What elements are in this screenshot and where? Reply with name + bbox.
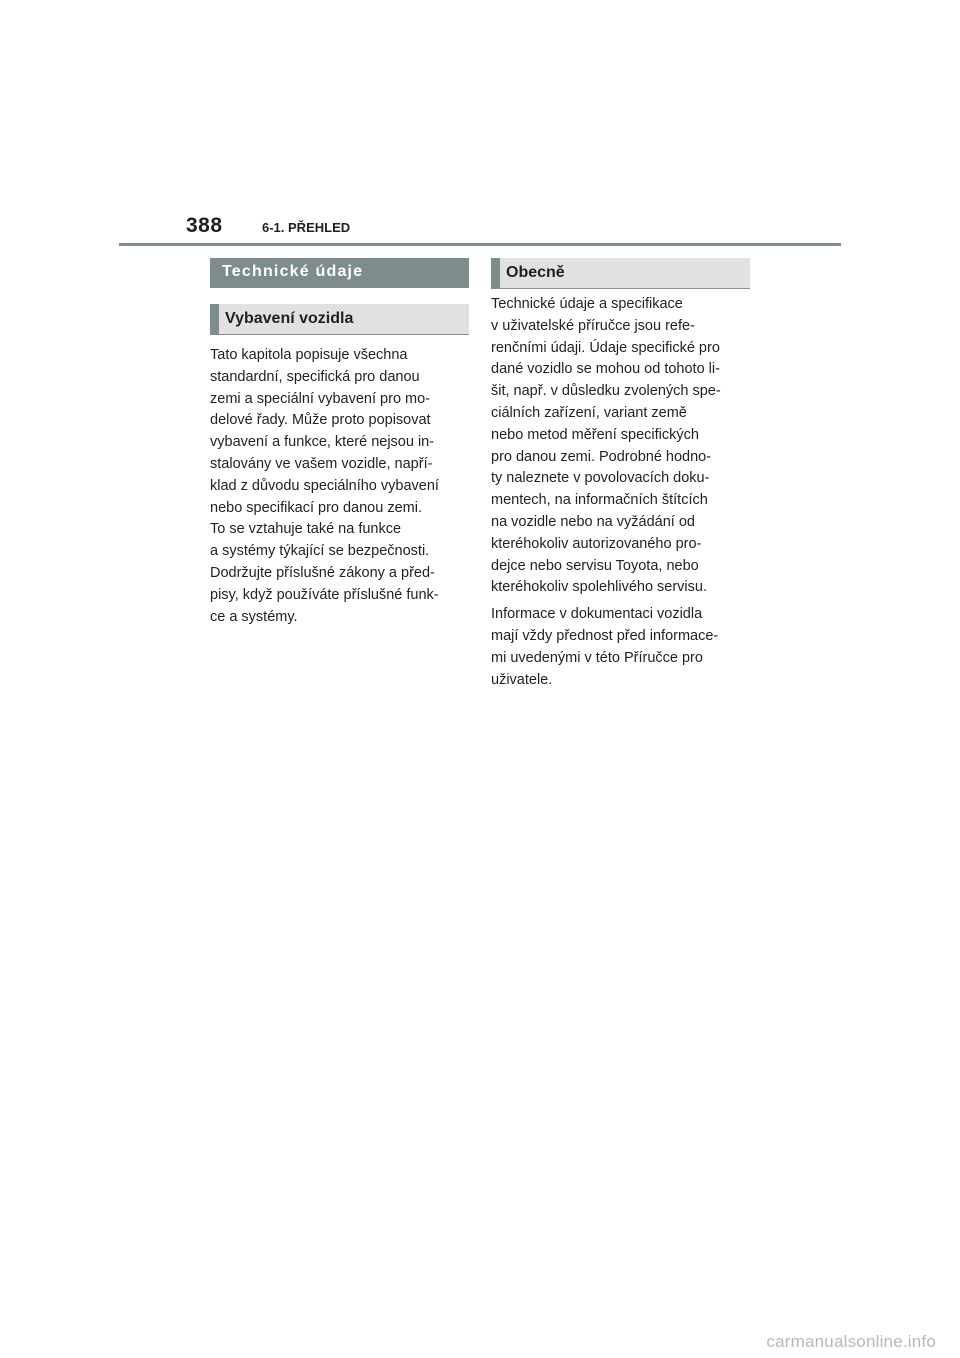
text-line: v uživatelské příručce jsou refe- [491,317,695,334]
text-line: šit, např. v důsledku zvolených spe- [491,383,721,400]
left-column [210,258,469,628]
text-line: Technické údaje a specifikace [491,296,683,312]
right-column [491,258,750,691]
text-line: standardní, specifická pro danou [210,368,420,385]
subheading-general: Obecně [491,258,750,289]
text-line: uživatele. [491,671,553,688]
text-line: Dodržujte příslušné zákony a před- [210,564,435,581]
text-line: stalovány ve vašem vozidle, napří- [210,455,433,472]
text-line: mi uvedenými v této Příručce pro [491,649,703,666]
text-line: pisy, když používáte příslušné funk- [210,586,439,603]
text-line: vybavení a funkce, které nejsou in- [210,434,435,451]
paragraph-general-specs [491,294,750,599]
chapter-heading: Technické údaje [210,258,469,288]
text-line: dané vozidlo se mohou od tohoto li- [491,361,720,378]
text-line: Tato kapitola popisuje všechna [210,347,408,363]
text-line: zemi a speciální vybavení pro mo- [210,390,431,407]
watermark: carmanualsonline.info [766,1332,936,1351]
text-line: nebo metod měření specifických [491,426,699,443]
text-line: klad z důvodu speciálního vybavení [210,477,439,494]
text-line: dejce nebo servisu Toyota, nebo [491,557,699,574]
text-line: delové řady. Může proto popisovat [210,412,431,429]
text-line: na vozidle nebo na vyžádání od [491,513,695,530]
header-divider [119,243,841,246]
subheading-vehicle-equipment: Vybavení vozidla [210,304,469,335]
text-line: kteréhokoliv spolehlivého servisu. [491,579,707,596]
text-line: Informace v dokumentaci vozidla [491,606,703,623]
text-line: kteréhokoliv autorizovaného pro- [491,535,702,552]
text-line: ciálních zařízení, variant země [491,404,687,421]
text-line: nebo specifikací pro danou zemi. [210,499,422,516]
text-line: To se vztahuje také na funkce [210,521,402,538]
section-title: 6-1. PŘEHLED [262,220,351,235]
text-line: mentech, na informačních štítcích [491,492,708,509]
text-line: ty naleznete v povolovacích doku- [491,470,710,487]
paragraph-documentation-priority [491,604,750,691]
page-number: 388 [186,214,223,237]
text-line: mají vždy přednost před informace- [491,627,719,644]
text-line: a systémy týkající se bezpečnosti. [210,543,430,560]
paragraph-vehicle-equipment [210,345,469,628]
text-line: pro danou zemi. Podrobné hodno- [491,448,712,465]
text-line: ce a systémy. [210,608,298,625]
text-line: renčními údaji. Údaje specifické pro [491,339,720,356]
